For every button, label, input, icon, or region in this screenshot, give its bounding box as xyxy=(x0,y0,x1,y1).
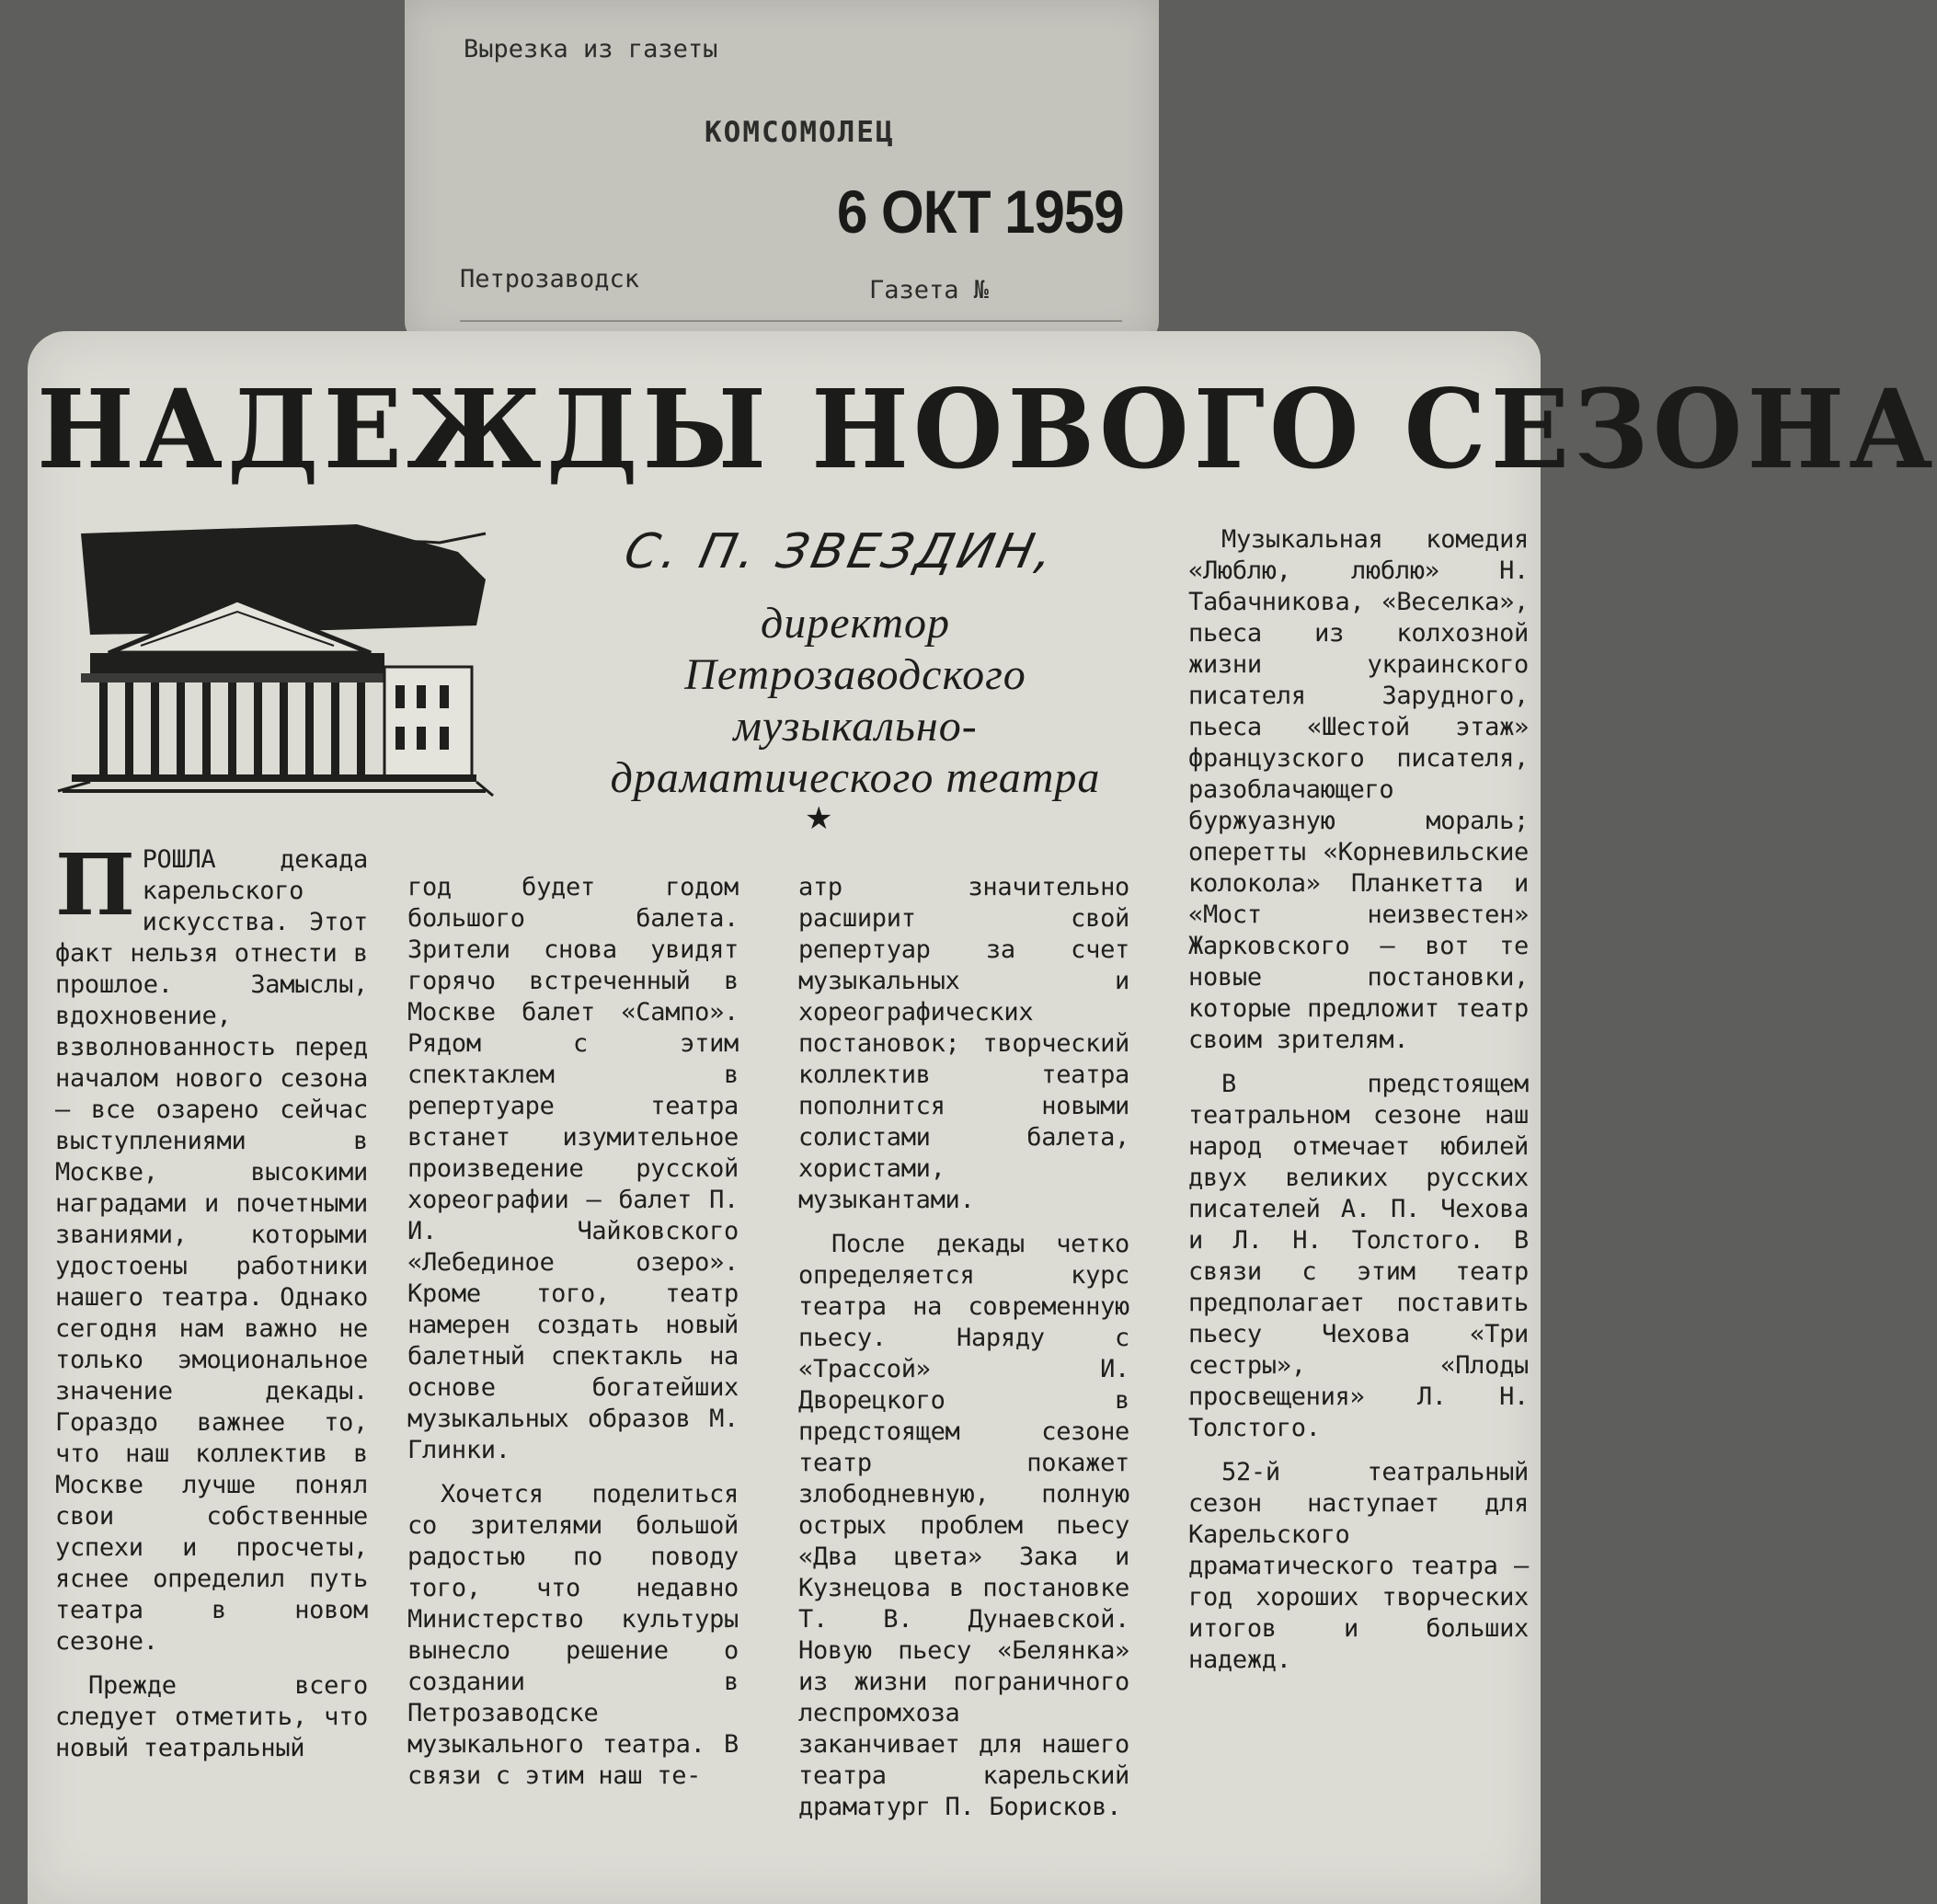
column-1-paragraph-2: Прежде всего следует отметить, что новый театральный xyxy=(55,1671,368,1762)
column-3-paragraph-2: После декады четко определяется курс театра на современную пьесу. Наряду с «Трассой» И. Дворецкого в предстоящем сезоне театр покажет злободневную, полную острых проблем пьесу «Два цвета» Зака и Кузнецова в постановке Т. В. Дунаевской. Новую пьесу «Белянка» из жизни пограничного леспромхоза заканчивает для нашего театра карельский драматург П. Борисков. xyxy=(798,1230,1129,1821)
clipping-source-label: Вырезка из газеты xyxy=(464,35,718,63)
author-position xyxy=(524,598,1186,804)
column-4-paragraph-2: В предстоящем театральном сезоне наш народ отмечает юбилей двух великих русских писателей А. П. Чехова и Л. Н. Толстого. В связи с этим театр предполагает поставить пьесу Чехова «Три сестры», «Плоды просвещения» Л. Н. Толстого. xyxy=(1188,1070,1529,1442)
author-name: С. П. ЗВЕЗДИН, xyxy=(619,524,1062,579)
drop-cap: П xyxy=(55,835,135,935)
issue-number-label: Газета № xyxy=(869,276,990,304)
clipping-label-card xyxy=(405,0,1159,342)
article-clipping xyxy=(28,331,1937,1904)
article-column-4 xyxy=(1188,524,1529,1689)
newspaper-name: КОМСОМОЛЕЦ xyxy=(705,116,895,149)
column-2-paragraph-2: Хочется поделиться со зрителями большой радостью по поводу того, что недавно Министерство культуры вынесло решение о создании в Петрозаводске музыкального театра. В связи с этим наш те- xyxy=(407,1480,739,1790)
article-column-3 xyxy=(798,872,1129,1836)
article-column-1 xyxy=(55,835,368,1777)
author-position-text: директор Петрозаводского музыкально- драматического театра xyxy=(610,599,1101,802)
article-column-2 xyxy=(407,872,739,1805)
star-icon: ★ xyxy=(805,802,833,836)
theatre-illustration xyxy=(53,515,495,809)
column-4-paragraph-3: 52-й театральный сезон наступает для Карельского драматического театра — год хороших творческих итогов и больших надежд. xyxy=(1188,1458,1529,1674)
theatre-building-icon xyxy=(53,515,495,809)
column-2-paragraph-1: год будет годом большого балета. Зрители снова увидят горячо встреченный в Москве балет «Сампо». Рядом с этим спектаклем в репертуаре театра встанет изумительное произведение русской хореографии — балет П. И. Чайковского «Лебединое озеро». Кроме того, театр намерен создать новый балетный спектакль на основе богатейших музыкальных образов М. Глинки. xyxy=(407,873,739,1464)
column-4-paragraph-1: Музыкальная комедия «Люблю, люблю» Н. Табачникова, «Веселка», пьеса из колхозной жизни украинского писателя Зарудного, пьеса «Шестой этаж» французского писателя, разоблачающего буржуазную мораль; оперетты «Корневильские колокола» Планкетта и «Мост неизвестен» Жарковского — вот те новые постановки, которые предложит театр своим зрителям. xyxy=(1188,525,1529,1054)
column-1-paragraph-1: РОШЛА декада карельского искусства. Этот факт нельзя отнести в прошлое. Замыслы, вдохновение, взволнованность перед началом нового сезона — все озарено сейчас выступлениями в Москве, высокими наградами и почетными званиями, которыми удостоены работники нашего театра. Однако сегодня нам важно не только эмоциональное значение декады. Гораздо важнее то, что наш коллектив в Москве лучше понял свои собственные успехи и просчеты, яснее определил путь театра в новом сезоне. xyxy=(55,845,368,1656)
city-label: Петрозаводск xyxy=(460,265,640,293)
opening-paragraph xyxy=(55,835,368,1657)
column-3-paragraph-1: атр значительно расширит свой репертуар за счет музыкальных и хореографических постановок; творческий коллектив театра пополнится новыми солистами балета, хористами, музыкантами. xyxy=(798,873,1129,1214)
article-headline: НАДЕЖДЫ НОВОГО СЕЗОНА xyxy=(37,366,1937,494)
date-stamp: 6 ОКТ 1959 xyxy=(837,178,1124,247)
label-divider xyxy=(460,320,1122,322)
